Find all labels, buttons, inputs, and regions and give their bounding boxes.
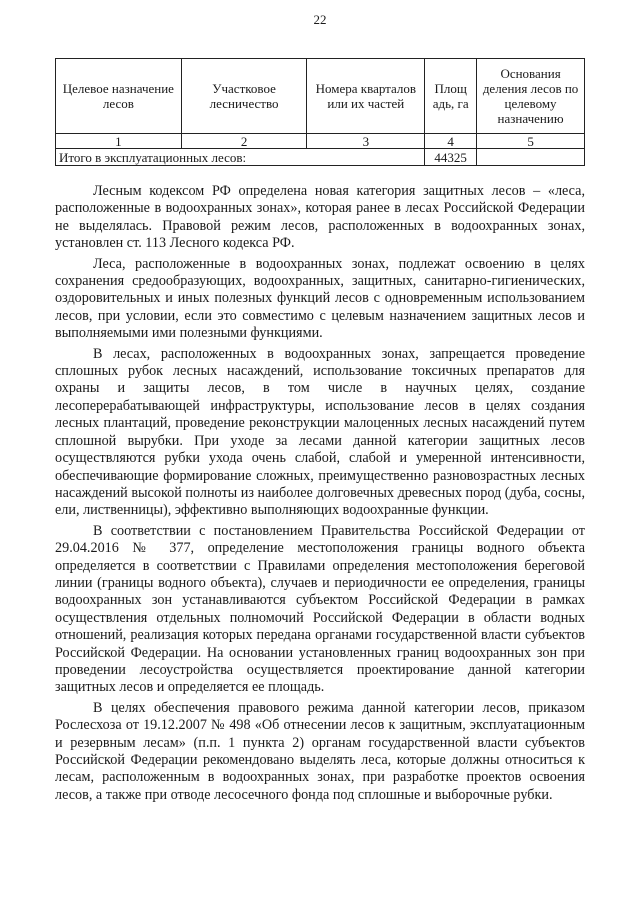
forest-purpose-table xyxy=(55,58,585,166)
paragraph-rosleskhoz-order: В целях обеспечения правового режима данной категории лесов, приказом Рослесхоза от 19.12.2007 № 498 «Об отнесении лесов к защитным, эксплуатационным и резервным лесам» (п.п. 1 пункта 2) органам государственной власти субъектов Российской Федерации рекомендовано выделять леса, которые должны относиться к лесам, расположенным в водоохранных зонах, при разработке проектов освоения лесов, а также при отводе лесосечного фонда под сплошные и выборочные рубки. xyxy=(55,699,585,803)
column-number: 2 xyxy=(181,134,307,149)
table-header-row xyxy=(56,59,585,134)
body-text xyxy=(55,183,585,807)
column-number: 3 xyxy=(307,134,425,149)
header-area: Площ адь, га xyxy=(425,59,477,134)
column-number: 5 xyxy=(477,134,585,149)
paragraph-development-goals: Леса, расположенные в водоохранных зонах, подлежат освоению в целях сохранения средообразующих, водоохранных, защитных, санитарно-гигиенических, оздоровительных и иных полезных функций лесов с одновременным использованием лесов, при условии, если это совместимо с целевым назначением защитных лесов и выполняемыми ими полезными функциями. xyxy=(55,255,585,342)
total-row xyxy=(56,149,585,166)
header-basis: Основания деления лесов по целевому назначению xyxy=(477,59,585,134)
header-forestry-district: Участковое лесничество xyxy=(181,59,307,134)
header-quarter-numbers: Номера кварталов или их частей xyxy=(307,59,425,134)
column-number-row xyxy=(56,134,585,149)
paragraph-new-category: Лесным кодексом РФ определена новая категория защитных лесов – «леса, расположенные в водоохранных зонах», которая ранее в лесах Российской Федерации не выделялась. Правовой режим лесов, расположенных в водоохранных зонах, установлен ст. 113 Лесного кодекса РФ. xyxy=(55,183,585,252)
header-purpose: Целевое назначение лесов xyxy=(56,59,182,134)
paragraph-government-decree: В соответствии с постановлением Правительства Российской Федерации от 29.04.2016 № 377, определение местоположения границы водного объекта определяется в соответствии с Правилами определения местоположения береговой линии (границы водного объекта), случаев и периодичности ее определения, границы водоохранных зон устанавливаются субъектом Российской Федерации в рамках осуществления отдельных полномочий Российской Федерации в области водных отношений, реализация которых передана органами государственной власти субъектов Российской Федерации. На основании установленных границ водоохранных зон при проведении лесоустройства осуществляется проектирование данной категории защитных лесов и определяется ее площадь. xyxy=(55,522,585,696)
total-note xyxy=(477,149,585,166)
total-area-value: 44325 xyxy=(425,149,477,166)
page-number: 22 xyxy=(313,12,327,27)
column-number: 4 xyxy=(425,134,477,149)
paragraph-prohibitions: В лесах, расположенных в водоохранных зонах, запрещается проведение сплошных рубок лесных насаждений, использование токсичных препаратов для охраны и защиты лесов, в том числе в научных целях, создание лесоперерабатывающей инфраструктуры, использование лесов в целях создания лесных плантаций, проведение реконструкции малоценных лесных насаждений путем сплошной вырубки. При уходе за лесами данной категории защитных лесов осуществляются рубки ухода очень слабой, слабой и умеренной интенсивности, обеспечивающие формирование сложных, преимущественно разновозрастных лесных насаждений высокой полноты из наиболее долговечных древесных пород (дуба, сосны, ели, лиственницы), эффективно выполняющих водоохранные функции. xyxy=(55,345,585,519)
column-number: 1 xyxy=(56,134,182,149)
total-label: Итого в эксплуатационных лесов: xyxy=(56,149,425,166)
